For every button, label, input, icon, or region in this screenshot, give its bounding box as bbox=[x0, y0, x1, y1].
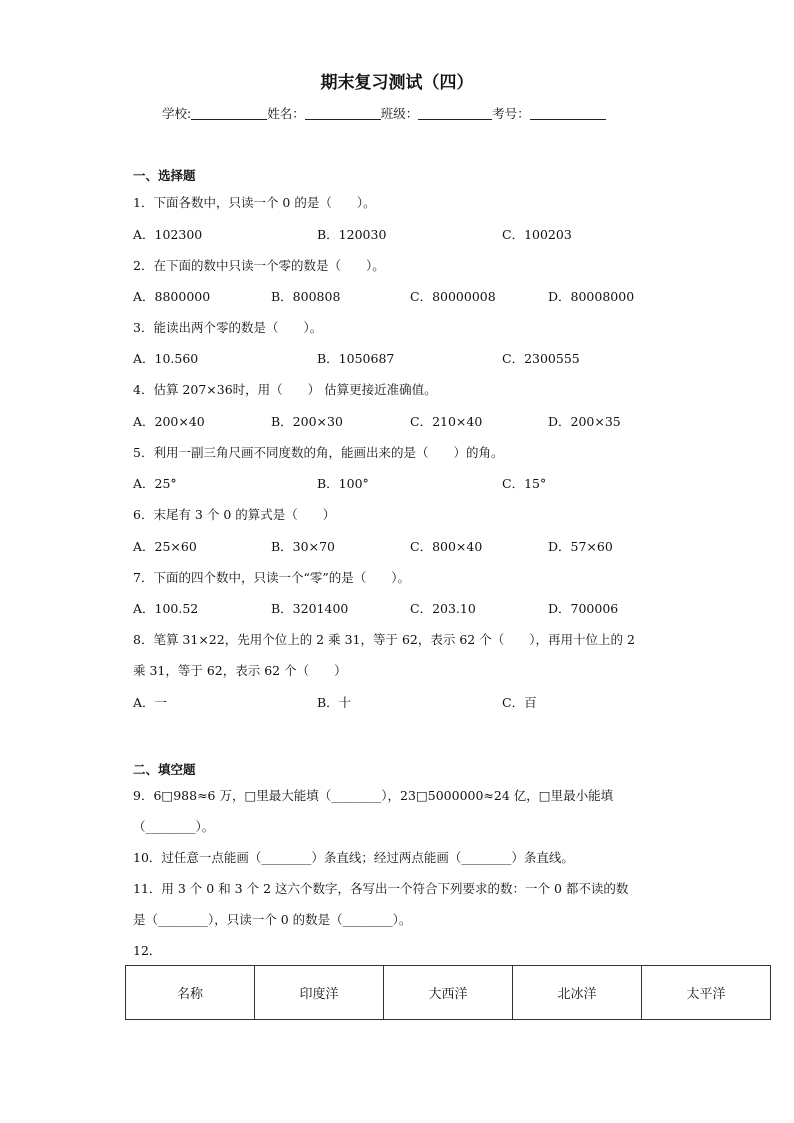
question-7-option-c: C．203.10 bbox=[410, 601, 476, 616]
school-label: 学校: bbox=[162, 106, 192, 121]
question-9-line1: 9．6□988≈6 万，□里最大能填（________），23□5000000≈24 亿，□里最小能填 bbox=[133, 788, 614, 803]
table-header-cell: 大西洋 bbox=[384, 966, 513, 1020]
question-3-option-a: A．10.560 bbox=[133, 351, 199, 366]
question-2-option-b: B．800808 bbox=[271, 289, 341, 304]
question-5-option-c: C．15° bbox=[502, 476, 547, 491]
question-2-option-a: A．8800000 bbox=[133, 289, 211, 304]
question-7-option-d: D．700006 bbox=[548, 601, 619, 616]
question-6-option-a: A．25×60 bbox=[133, 539, 197, 554]
school-blank[interactable] bbox=[191, 105, 267, 120]
question-4-option-a: A．200×40 bbox=[133, 414, 205, 429]
question-7-option-a: A．100.52 bbox=[133, 601, 199, 616]
question-8-stem-line2: 乘 31，等于 62，表示 62 个（ ） bbox=[133, 663, 347, 678]
question-4-stem: 4．估算 207×36时，用（ ） 估算更接近准确值。 bbox=[133, 382, 437, 397]
question-3-option-b: B．1050687 bbox=[317, 351, 395, 366]
question-1-option-b: B．120030 bbox=[317, 227, 387, 242]
question-2-stem: 2．在下面的数中只读一个零的数是（ ）。 bbox=[133, 258, 385, 273]
question-8-option-a: A．一 bbox=[133, 695, 168, 710]
question-7-stem: 7．下面的四个数中，只读一个“零”的是（ ）。 bbox=[133, 570, 410, 585]
question-12: 12． bbox=[133, 943, 162, 958]
question-4-option-c: C．210×40 bbox=[410, 414, 483, 429]
question-11-line1: 11．用 3 个 0 和 3 个 2 这六个数字，各写出一个符合下列要求的数：一个 0 都不读的数 bbox=[133, 881, 629, 896]
question-3-stem: 3．能读出两个零的数是（ ）。 bbox=[133, 320, 323, 335]
question-2-option-d: D．80008000 bbox=[548, 289, 635, 304]
question-10: 10．过任意一点能画（________）条直线；经过两点能画（________）条直线。 bbox=[133, 850, 574, 865]
question-6-stem: 6．末尾有 3 个 0 的算式是（ ） bbox=[133, 507, 336, 522]
question-1-stem: 1．下面各数中，只读一个 0 的是（ ）。 bbox=[133, 195, 376, 210]
table-header-cell: 印度洋 bbox=[255, 966, 384, 1020]
section-heading-choice: 一、选择题 bbox=[133, 168, 196, 183]
table-header-cell: 北冰洋 bbox=[513, 966, 642, 1020]
ocean-table bbox=[125, 965, 771, 1020]
question-4-option-d: D．200×35 bbox=[548, 414, 621, 429]
question-5-option-a: A．25° bbox=[133, 476, 177, 491]
page-title: 期末复习测试（四） bbox=[320, 73, 474, 93]
table-row bbox=[126, 966, 771, 1020]
question-1-option-c: C．100203 bbox=[502, 227, 572, 242]
question-7-option-b: B．3201400 bbox=[271, 601, 349, 616]
section-heading-fill: 二、填空题 bbox=[133, 762, 196, 777]
student-info-line bbox=[162, 104, 606, 122]
exam-number-label: 考号： bbox=[492, 106, 530, 121]
table-header-cell: 名称 bbox=[126, 966, 255, 1020]
question-8-option-c: C．百 bbox=[502, 695, 537, 710]
question-8-stem-line1: 8．笔算 31×22，先用个位上的 2 乘 31，等于 62，表示 62 个（ ），再用十位上的 2 bbox=[133, 632, 635, 647]
question-6-option-b: B．30×70 bbox=[271, 539, 335, 554]
question-11-line2: 是（________），只读一个 0 的数是（________）。 bbox=[133, 912, 412, 927]
question-5-option-b: B．100° bbox=[317, 476, 369, 491]
question-3-option-c: C．2300555 bbox=[502, 351, 580, 366]
question-6-option-c: C．800×40 bbox=[410, 539, 483, 554]
question-1-option-a: A．102300 bbox=[133, 227, 203, 242]
name-label: 姓名： bbox=[267, 106, 305, 121]
question-8-option-b: B．十 bbox=[317, 695, 352, 710]
table-header-cell: 太平洋 bbox=[642, 966, 771, 1020]
question-9-line2: （________）。 bbox=[133, 819, 215, 834]
question-5-stem: 5．利用一副三角尺画不同度数的角，能画出来的是（ ）的角。 bbox=[133, 445, 504, 460]
question-4-option-b: B．200×30 bbox=[271, 414, 343, 429]
exam-number-blank[interactable] bbox=[530, 105, 606, 120]
question-6-option-d: D．57×60 bbox=[548, 539, 613, 554]
name-blank[interactable] bbox=[305, 105, 381, 120]
class-blank[interactable] bbox=[418, 105, 492, 120]
question-2-option-c: C．80000008 bbox=[410, 289, 496, 304]
class-label: 班级： bbox=[380, 106, 419, 121]
